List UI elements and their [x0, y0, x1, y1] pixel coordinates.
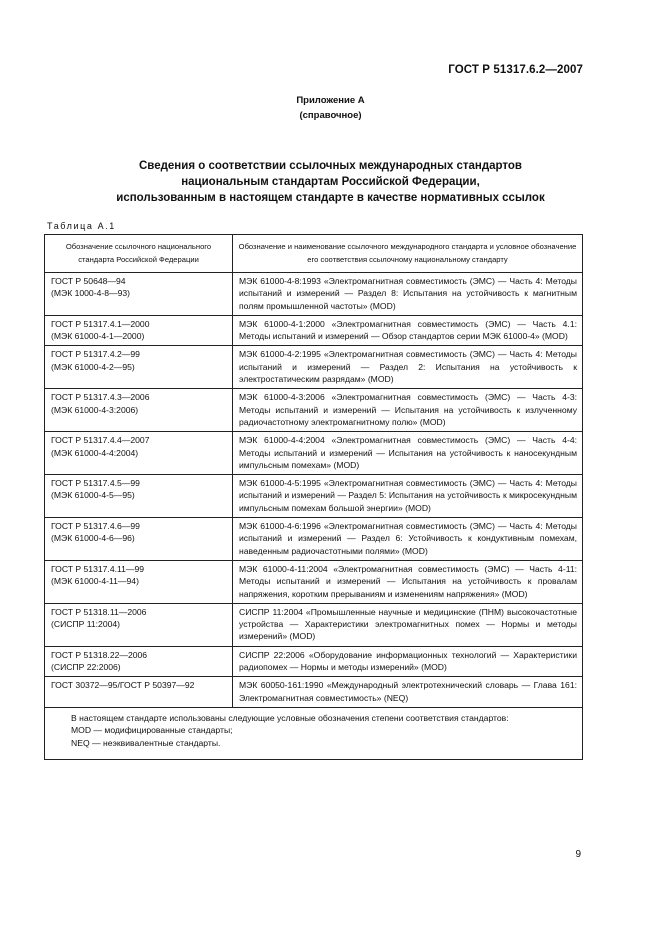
international-standard-cell: МЭК 61000-4-1:2000 «Электромагнитная совместимость (ЭМС) — Часть 4.1: Методы испытаний и измерений — Обзор стандартов серии МЭК 61000-4» (MOD) [233, 315, 583, 346]
reference-table [44, 234, 583, 760]
national-standard-cell: ГОСТ Р 51317.4.5—99 (МЭК 61000-4-5—95) [45, 475, 233, 518]
table-row [45, 273, 583, 316]
table-footnote: В настоящем стандарте использованы следующие условные обозначения степени соответствия стандартов: MOD — модифицированные стандарты; NEQ — неэквивалентные стандарты. [45, 707, 583, 760]
table-row [45, 518, 583, 561]
international-standard-cell: МЭК 61000-4-11:2004 «Электромагнитная совместимость (ЭМС) — Часть 4-11: Методы испытаний и измерений — Испытания на устойчивость к провалам напряжения, коротким прерываниям и изменениям напряжения» (MOD) [233, 560, 583, 603]
international-standard-cell: МЭК 61000-4-2:1995 «Электромагнитная совместимость (ЭМС) — Часть 4: Методы испытаний и измерений — Раздел 2: Испытания на устойчивость к электростатическим разрядам» (MOD) [233, 346, 583, 389]
international-standard-cell: МЭК 61000-4-5:1995 «Электромагнитная совместимость (ЭМС) — Часть 4: Методы испытаний и измерений — Раздел 5: Испытания на устойчивость к микросекундным импульсным помехам большой энергии» (MOD) [233, 475, 583, 518]
international-standard-cell: МЭК 61000-4-8:1993 «Электромагнитная совместимость (ЭМС) — Часть 4: Методы испытаний и измерений — Раздел 8: Испытания на устойчивость к магнитным полям промышленной частоты» (MOD) [233, 273, 583, 316]
main-title [0, 158, 661, 206]
table-row [45, 560, 583, 603]
international-standard-cell: МЭК 60050-161:1990 «Международный электротехнический словарь — Глава 161: Электромагнитная совместимость» (NEQ) [233, 677, 583, 708]
international-standard-cell: МЭК 61000-4-6:1996 «Электромагнитная совместимость (ЭМС) — Часть 4: Методы испытаний и измерений — Раздел 6: Устойчивость к кондуктивным помехам, наведенным радиочастотными полями» (MOD) [233, 518, 583, 561]
table-row [45, 603, 583, 646]
page-number: 9 [575, 849, 581, 860]
footnote-row [45, 707, 583, 760]
main-title-line-3: использованным в настоящем стандарте в качестве нормативных ссылок [116, 192, 545, 204]
national-standard-cell: ГОСТ Р 51317.4.1—2000 (МЭК 61000-4-1—2000) [45, 315, 233, 346]
national-standard-cell: ГОСТ Р 51318.11—2006 (СИСПР 11:2004) [45, 603, 233, 646]
header-international-standard: Обозначение и наименование ссылочного международного стандарта и условное обозначение его соответствия ссылочному национальному стандарту [233, 235, 583, 273]
table-row [45, 315, 583, 346]
appendix-heading [0, 93, 661, 123]
table-row [45, 432, 583, 475]
appendix-subtitle: (справочное) [299, 110, 362, 121]
table-row [45, 677, 583, 708]
national-standard-cell: ГОСТ Р 50648—94 (МЭК 1000-4-8—93) [45, 273, 233, 316]
table-caption: Таблица А.1 [47, 221, 116, 231]
international-standard-cell: СИСПР 11:2004 «Промышленные научные и медицинские (ПНМ) высокочастотные устройства — Характеристики электромагнитных помех — Нормы и методы измерений» (MOD) [233, 603, 583, 646]
table-header-row [45, 235, 583, 273]
national-standard-cell: ГОСТ Р 51317.4.6—99 (МЭК 61000-4-6—96) [45, 518, 233, 561]
table-row [45, 346, 583, 389]
table-row [45, 389, 583, 432]
table-row [45, 475, 583, 518]
header-national-standard: Обозначение ссылочного национального стандарта Российской Федерации [45, 235, 233, 273]
appendix-title: Приложение А [296, 95, 365, 106]
national-standard-cell: ГОСТ 30372—95/ГОСТ Р 50397—92 [45, 677, 233, 708]
international-standard-cell: МЭК 61000-4-4:2004 «Электромагнитная совместимость (ЭМС) — Часть 4-4: Методы испытаний и измерений — Испытания на устойчивость к наносекундным импульсным помехам» (MOD) [233, 432, 583, 475]
national-standard-cell: ГОСТ Р 51318.22—2006 (СИСПР 22:2006) [45, 646, 233, 677]
main-title-line-2: национальным стандартам Российской Федерации, [181, 176, 480, 188]
document-code: ГОСТ Р 51317.6.2—2007 [448, 64, 583, 76]
national-standard-cell: ГОСТ Р 51317.4.3—2006 (МЭК 61000-4-3:2006) [45, 389, 233, 432]
national-standard-cell: ГОСТ Р 51317.4.11—99 (МЭК 61000-4-11—94) [45, 560, 233, 603]
international-standard-cell: СИСПР 22:2006 «Оборудование информационных технологий — Характеристики радиопомех — Нормы и методы измерений» (MOD) [233, 646, 583, 677]
main-title-line-1: Сведения о соответствии ссылочных международных стандартов [138, 160, 522, 172]
table-row [45, 646, 583, 677]
table-body [45, 273, 583, 708]
national-standard-cell: ГОСТ Р 51317.4.2—99 (МЭК 61000-4-2—95) [45, 346, 233, 389]
national-standard-cell: ГОСТ Р 51317.4.4—2007 (МЭК 61000-4-4:2004) [45, 432, 233, 475]
international-standard-cell: МЭК 61000-4-3:2006 «Электромагнитная совместимость (ЭМС) — Часть 4-3: Методы испытаний и измерений — Испытания на устойчивость к излученному радиочастотному электромагнитному полю» (MOD) [233, 389, 583, 432]
